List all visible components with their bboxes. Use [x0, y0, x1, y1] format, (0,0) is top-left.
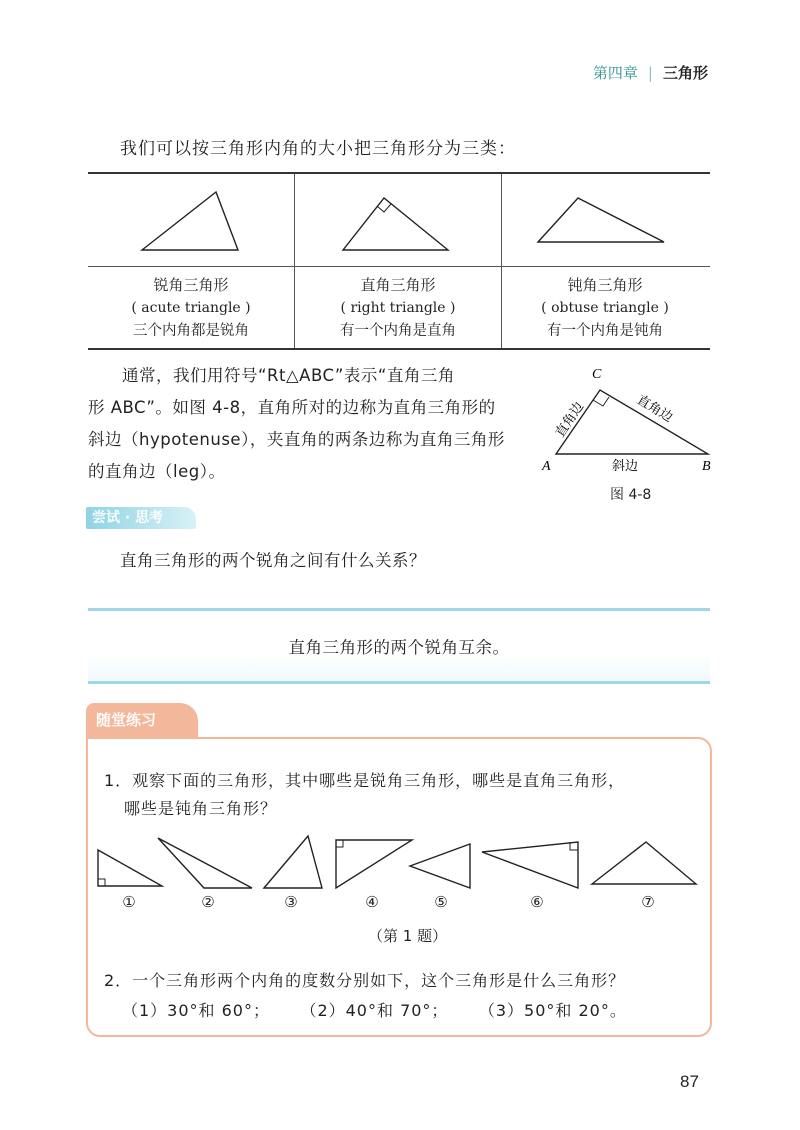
obtuse-desc: 有一个内角是钝角	[547, 323, 663, 339]
try-think-tag: 尝试 · 思考	[86, 507, 196, 529]
acute-english: ( acute triangle )	[131, 300, 251, 316]
definition-paragraph	[88, 360, 528, 488]
triangle-number: ③	[284, 893, 298, 911]
triangle-number: ②	[201, 893, 215, 911]
paragraph-line: 斜边（hypotenuse），夹直角的两条边称为直角三角形	[88, 430, 505, 449]
triangle-number: ⑥	[530, 893, 544, 911]
question-1-caption: （第 1 题）	[368, 927, 448, 945]
right-english: ( right triangle )	[340, 300, 456, 316]
triangle-number: ①	[122, 893, 136, 911]
chapter-number: 第四章	[592, 64, 638, 82]
acute-triangle-shape	[142, 192, 238, 250]
exercise-triangle-2	[158, 838, 252, 888]
acute-name: 锐角三角形	[153, 276, 229, 294]
hypotenuse-label: 斜边	[612, 459, 639, 474]
obtuse-triangle-cell	[502, 274, 708, 343]
classification-table	[88, 172, 710, 350]
chapter-title: 三角形	[662, 64, 708, 82]
exercise-triangle-7	[592, 842, 696, 884]
question-1	[104, 767, 694, 823]
triangle-number: ④	[365, 893, 379, 911]
exercise-triangle-6	[482, 842, 578, 888]
acute-triangle-cell	[88, 274, 294, 343]
exercise-triangle-3	[264, 836, 322, 888]
answer-box	[88, 608, 710, 684]
intro-text: 我们可以按三角形内角的大小把三角形分为三类：	[120, 139, 516, 159]
acute-desc: 三个内角都是锐角	[133, 323, 249, 339]
answer-text: 直角三角形的两个锐角互余。	[288, 638, 510, 657]
chapter-header	[593, 62, 708, 83]
table-row-divider	[88, 266, 710, 267]
right-name: 直角三角形	[360, 276, 436, 294]
exercise-triangles	[92, 832, 702, 892]
page-number: 87	[680, 1072, 699, 1091]
vertex-c-label: C	[592, 367, 602, 382]
paragraph-line: 的直角边（leg）。	[88, 462, 226, 481]
obtuse-triangle-shape	[538, 198, 664, 242]
question-2-options	[104, 996, 627, 1026]
question-1-line-1: 1．观察下面的三角形，其中哪些是锐角三角形，哪些是直角三角形，	[104, 771, 626, 790]
header-separator: |	[647, 64, 653, 82]
figure-caption: 图 4-8	[610, 487, 652, 503]
exercise-triangle-1	[98, 850, 162, 886]
paragraph-line: 形 ABC”。如图 4-8，直角所对的边称为直角三角形的	[88, 398, 496, 417]
vertex-a-label: A	[542, 459, 551, 474]
question-1-line-2: 哪些是钝角三角形？	[124, 799, 278, 818]
obtuse-name: 钝角三角形	[567, 276, 643, 294]
exercise-triangle-4	[336, 840, 412, 888]
right-desc: 有一个内角是直角	[340, 323, 456, 339]
leg-label-right: 直角边	[633, 392, 676, 426]
option-3: （3）50°和 20°。	[478, 1001, 627, 1020]
option-1: （1）30°和 60°；	[122, 1001, 270, 1020]
exercise-triangle-5	[410, 844, 470, 888]
triangle-illustrations	[88, 174, 710, 266]
figure-4-8	[532, 362, 722, 482]
try-think-question: 直角三角形的两个锐角之间有什么关系？	[120, 551, 426, 570]
triangle-number: ⑦	[641, 893, 655, 911]
right-triangle-shape	[343, 198, 448, 250]
paragraph-line: 通常，我们用符号“Rt△ABC”表示“直角三角	[122, 366, 455, 385]
question-2	[104, 966, 627, 1026]
vertex-b-label: B	[702, 459, 711, 474]
right-angle-mark	[593, 397, 609, 406]
triangle-number: ⑤	[434, 893, 448, 911]
leg-label-left: 直角边	[552, 399, 588, 441]
obtuse-english: ( obtuse triangle )	[541, 300, 669, 316]
right-triangle-abc	[556, 390, 708, 454]
right-triangle-cell	[295, 274, 501, 343]
practice-tab: 随堂练习	[86, 703, 198, 737]
question-2-text: 2．一个三角形两个内角的度数分别如下，这个三角形是什么三角形？	[104, 971, 626, 990]
option-2: （2）40°和 70°；	[300, 1001, 449, 1020]
